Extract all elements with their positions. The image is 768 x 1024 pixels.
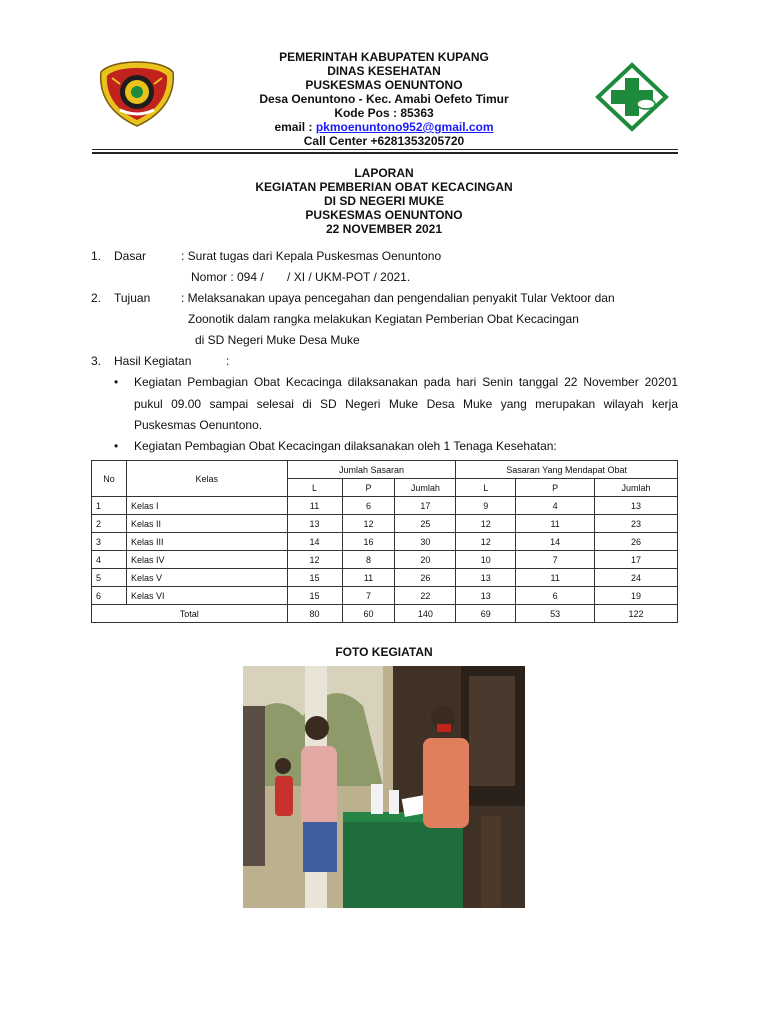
table-cell: 26: [595, 533, 678, 551]
hasil-paragraph-line: Puskesmas Oenuntono.: [134, 418, 263, 432]
email-label: email :: [274, 120, 316, 134]
table-cell: 140: [395, 605, 456, 623]
table-cell: 26: [395, 569, 456, 587]
email-link[interactable]: pkmoenuntono952@gmail.com: [315, 120, 494, 134]
section-number: 2.: [91, 291, 102, 305]
table-cell: 3: [92, 533, 127, 551]
dasar-nomor: Nomor : 094 / / XI / UKM-POT / 2021.: [191, 270, 411, 284]
tujuan-text: : Melaksanakan upaya pencegahan dan pengendalian penyakit Tular Vektoor dan: [181, 291, 615, 305]
kelas-cell: Kelas I: [126, 497, 287, 515]
table-cell: 22: [395, 587, 456, 605]
table-row: [92, 551, 678, 569]
table-row: [92, 497, 678, 515]
table-cell: 13: [595, 497, 678, 515]
header-p: P: [342, 479, 395, 497]
table-cell: 12: [287, 551, 342, 569]
table-cell: 6: [92, 587, 127, 605]
table-cell: 13: [456, 569, 516, 587]
table-cell: 2: [92, 515, 127, 533]
table-cell: 14: [516, 533, 595, 551]
table-cell: 11: [287, 497, 342, 515]
dasar-label: Dasar: [114, 249, 147, 263]
table-cell: 8: [342, 551, 395, 569]
table-row: [92, 515, 678, 533]
header-kelas: Kelas: [126, 461, 287, 497]
call-center: Call Center +6281353205720: [303, 134, 465, 148]
photo-section-title: FOTO KEGIATAN: [335, 645, 433, 659]
letterhead-divider: [92, 149, 678, 150]
letterhead-line: Kode Pos : 85363: [334, 106, 434, 120]
table-cell: 13: [287, 515, 342, 533]
table-cell: 7: [516, 551, 595, 569]
report-title-line: LAPORAN: [354, 166, 414, 180]
table-cell: 11: [342, 569, 395, 587]
tujuan-text: Zoonotik dalam rangka melakukan Kegiatan Pemberian Obat Kecacingan: [188, 312, 579, 326]
report-title-line: PUSKESMAS OENUNTONO: [305, 208, 463, 222]
header-l: L: [456, 479, 516, 497]
bullet-icon: •: [114, 375, 119, 389]
table-cell: 6: [342, 497, 395, 515]
letterhead-line: PEMERINTAH KABUPATEN KUPANG: [279, 50, 489, 64]
table-cell: 19: [595, 587, 678, 605]
table-cell: 12: [342, 515, 395, 533]
tujuan-label: Tujuan: [114, 291, 151, 305]
table-cell: 11: [516, 515, 595, 533]
table-cell: 10: [456, 551, 516, 569]
table-cell: 15: [287, 587, 342, 605]
total-label: Total: [92, 605, 288, 623]
table-cell: 17: [395, 497, 456, 515]
table-row: [92, 569, 678, 587]
table-cell: 30: [395, 533, 456, 551]
table-cell: 16: [342, 533, 395, 551]
header-mendapat-obat: Sasaran Yang Mendapat Obat: [456, 461, 678, 479]
header-no: No: [92, 461, 127, 497]
letterhead-line: Desa Oenuntono - Kec. Amabi Oefeto Timur: [259, 92, 509, 106]
distribution-table: [91, 460, 678, 623]
table-cell: 60: [342, 605, 395, 623]
hasil-paragraph-line: Kegiatan Pembagian Obat Kecacinga dilaksanakan pada hari Senin tanggal 22 November 20201: [134, 375, 678, 389]
hasil-label: Hasil Kegiatan: [114, 354, 192, 368]
table-cell: 20: [395, 551, 456, 569]
report-title: [0, 166, 768, 236]
letterhead: [0, 50, 768, 148]
kelas-cell: Kelas VI: [126, 587, 287, 605]
hasil-colon: :: [226, 354, 230, 368]
kelas-cell: Kelas II: [126, 515, 287, 533]
table-cell: 80: [287, 605, 342, 623]
table-cell: 12: [456, 533, 516, 551]
table-cell: 13: [456, 587, 516, 605]
tujuan-text: di SD Negeri Muke Desa Muke: [195, 333, 360, 347]
table-cell: 14: [287, 533, 342, 551]
email-line: [0, 120, 768, 134]
table-cell: 23: [595, 515, 678, 533]
header-jumlah: Jumlah: [595, 479, 678, 497]
letterhead-divider: [92, 152, 678, 154]
table-total-row: [92, 605, 678, 623]
table-row: [92, 533, 678, 551]
header-jumlah-sasaran: Jumlah Sasaran: [287, 461, 456, 479]
table-cell: 7: [342, 587, 395, 605]
table-cell: 6: [516, 587, 595, 605]
report-title-line: 22 NOVEMBER 2021: [325, 222, 443, 236]
section-number: 1.: [91, 249, 102, 263]
table-cell: 17: [595, 551, 678, 569]
kelas-cell: Kelas V: [126, 569, 287, 587]
activity-photo: [243, 666, 525, 908]
kelas-cell: Kelas III: [126, 533, 287, 551]
table-cell: 4: [92, 551, 127, 569]
header-jumlah: Jumlah: [395, 479, 456, 497]
letterhead-line: DINAS KESEHATAN: [327, 64, 441, 78]
table-cell: 25: [395, 515, 456, 533]
kelas-cell: Kelas IV: [126, 551, 287, 569]
table-cell: 15: [287, 569, 342, 587]
hasil-paragraph-line: pukul 09.00 sampai selesai di SD Negeri Muke Desa Muke yang merupakan wilayah kerja: [134, 397, 678, 411]
table-cell: 24: [595, 569, 678, 587]
dasar-text: : Surat tugas dari Kepala Puskesmas Oenuntono: [181, 249, 442, 263]
table-cell: 122: [595, 605, 678, 623]
header-l: L: [287, 479, 342, 497]
table-cell: 69: [456, 605, 516, 623]
bullet-icon: •: [114, 439, 119, 453]
report-title-line: DI SD NEGERI MUKE: [323, 194, 444, 208]
report-title-line: KEGIATAN PEMBERIAN OBAT KECACINGAN: [255, 180, 513, 194]
table-cell: 9: [456, 497, 516, 515]
section-number: 3.: [91, 354, 102, 368]
table-row: [92, 587, 678, 605]
letterhead-line: PUSKESMAS OENUNTONO: [305, 78, 463, 92]
table-cell: 53: [516, 605, 595, 623]
table-cell: 5: [92, 569, 127, 587]
table-header-row: [92, 461, 678, 479]
hasil-paragraph-line: Kegiatan Pembagian Obat Kecacingan dilaksanakan oleh 1 Tenaga Kesehatan:: [134, 439, 557, 453]
table-cell: 11: [516, 569, 595, 587]
table-cell: 12: [456, 515, 516, 533]
header-p: P: [516, 479, 595, 497]
table-cell: 1: [92, 497, 127, 515]
table-cell: 4: [516, 497, 595, 515]
